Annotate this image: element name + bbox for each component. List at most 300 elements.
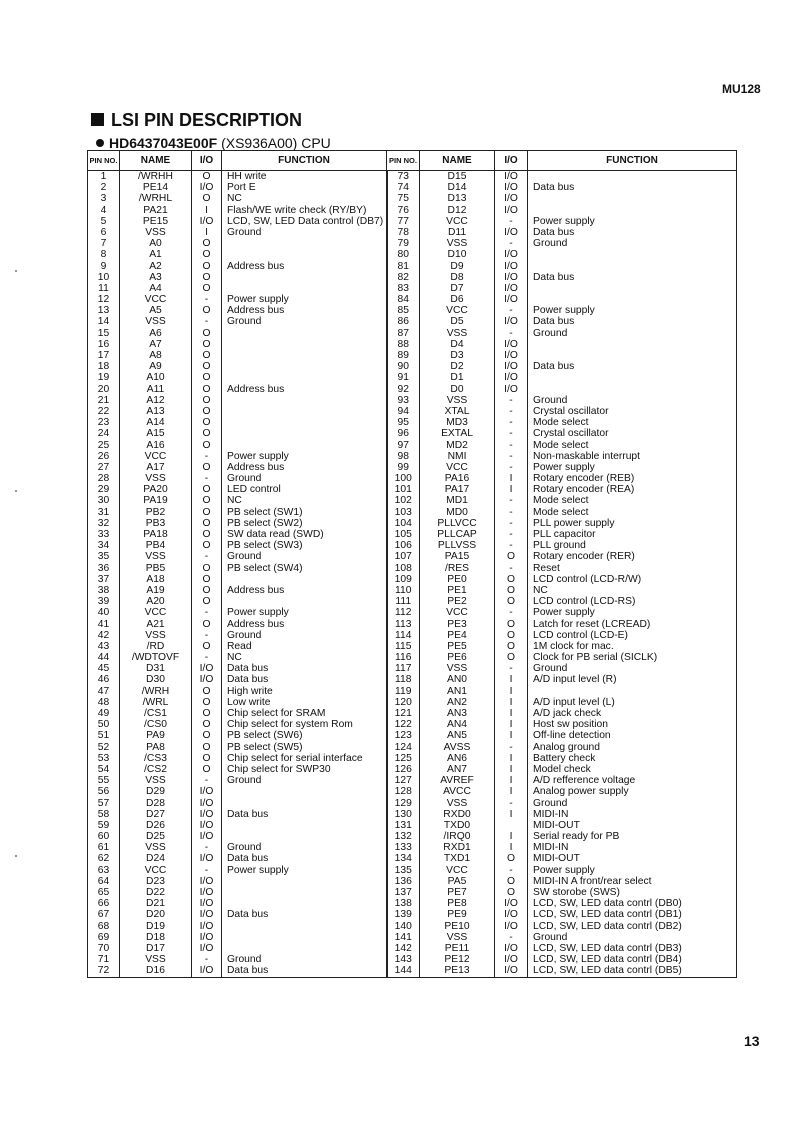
- left-name-cell: D19: [120, 921, 192, 932]
- left-pin-cell: 45: [88, 663, 120, 674]
- left-pin-cell: 13: [88, 305, 120, 316]
- left-name-cell: D22: [120, 887, 192, 898]
- table-row: [88, 316, 737, 327]
- right-name-cell: XTAL: [420, 406, 495, 417]
- left-io-cell: I/O: [192, 965, 222, 977]
- left-pin-cell: 26: [88, 451, 120, 462]
- left-name-cell: VSS: [120, 227, 192, 238]
- col-io-right: I/O: [495, 151, 528, 171]
- right-io-cell: -: [495, 865, 528, 876]
- left-pin-cell: 59: [88, 820, 120, 831]
- left-pin-cell: 21: [88, 395, 120, 406]
- left-function-cell: [222, 921, 387, 932]
- right-function-cell: Crystal oscillator: [528, 406, 737, 417]
- table-row: [88, 283, 737, 294]
- left-pin-cell: 44: [88, 652, 120, 663]
- right-io-cell: I/O: [495, 316, 528, 327]
- right-pin-cell: 111: [387, 596, 420, 607]
- right-pin-cell: 93: [387, 395, 420, 406]
- right-function-cell: A/D input level (R): [528, 674, 737, 685]
- right-name-cell: PA5: [420, 876, 495, 887]
- right-io-cell: -: [495, 417, 528, 428]
- left-name-cell: VCC: [120, 294, 192, 305]
- table-row: [88, 697, 737, 708]
- right-function-cell: MIDI-IN A front/rear select: [528, 876, 737, 887]
- right-io-cell: -: [495, 428, 528, 439]
- table-row: [88, 216, 737, 227]
- left-function-cell: [222, 339, 387, 350]
- table-row: [88, 350, 737, 361]
- right-io-cell: I: [495, 730, 528, 741]
- left-name-cell: A15: [120, 428, 192, 439]
- left-pin-cell: 10: [88, 272, 120, 283]
- right-pin-cell: 81: [387, 261, 420, 272]
- left-pin-cell: 17: [88, 350, 120, 361]
- right-pin-cell: 127: [387, 775, 420, 786]
- table-row: [88, 965, 737, 977]
- right-name-cell: PLLVCC: [420, 518, 495, 529]
- left-io-cell: O: [192, 697, 222, 708]
- left-io-cell: O: [192, 507, 222, 518]
- right-function-cell: Crystal oscillator: [528, 428, 737, 439]
- left-function-cell: Ground: [222, 775, 387, 786]
- right-pin-cell: 132: [387, 831, 420, 842]
- table-row: [88, 831, 737, 842]
- left-io-cell: O: [192, 193, 222, 204]
- left-pin-cell: 48: [88, 697, 120, 708]
- left-io-cell: O: [192, 686, 222, 697]
- left-function-cell: [222, 350, 387, 361]
- left-function-cell: [222, 372, 387, 383]
- col-name-left: NAME: [120, 151, 192, 171]
- left-pin-cell: 6: [88, 227, 120, 238]
- table-row: [88, 182, 737, 193]
- left-pin-cell: 11: [88, 283, 120, 294]
- right-function-cell: [528, 372, 737, 383]
- pin-table: [87, 150, 737, 978]
- left-pin-cell: 66: [88, 898, 120, 909]
- right-io-cell: O: [495, 641, 528, 652]
- table-header-row: [88, 151, 737, 171]
- right-name-cell: NMI: [420, 451, 495, 462]
- right-pin-cell: 106: [387, 540, 420, 551]
- right-function-cell: LCD, SW, LED data contrl (DB5): [528, 965, 737, 977]
- right-function-cell: PLL ground: [528, 540, 737, 551]
- left-pin-cell: 24: [88, 428, 120, 439]
- right-function-cell: Data bus: [528, 227, 737, 238]
- left-pin-cell: 4: [88, 205, 120, 216]
- left-name-cell: A19: [120, 585, 192, 596]
- right-io-cell: -: [495, 406, 528, 417]
- right-function-cell: [528, 261, 737, 272]
- left-name-cell: A4: [120, 283, 192, 294]
- left-name-cell: D25: [120, 831, 192, 842]
- right-name-cell: D7: [420, 283, 495, 294]
- right-function-cell: Clock for PB serial (SICLK): [528, 652, 737, 663]
- left-name-cell: PA9: [120, 730, 192, 741]
- right-pin-cell: 79: [387, 238, 420, 249]
- chip-subtitle: [96, 135, 331, 151]
- left-pin-cell: 56: [88, 786, 120, 797]
- left-name-cell: A10: [120, 372, 192, 383]
- right-name-cell: D12: [420, 205, 495, 216]
- right-io-cell: -: [495, 440, 528, 451]
- right-io-cell: O: [495, 551, 528, 562]
- right-name-cell: PE8: [420, 898, 495, 909]
- right-io-cell: I/O: [495, 272, 528, 283]
- right-name-cell: VCC: [420, 216, 495, 227]
- right-name-cell: D0: [420, 384, 495, 395]
- right-function-cell: MIDI-IN: [528, 842, 737, 853]
- right-io-cell: [495, 820, 528, 831]
- left-pin-cell: 35: [88, 551, 120, 562]
- page-number: 13: [744, 1033, 760, 1049]
- right-pin-cell: 144: [387, 965, 420, 977]
- right-name-cell: VSS: [420, 663, 495, 674]
- right-function-cell: Rotary encoder (REB): [528, 473, 737, 484]
- right-pin-cell: 86: [387, 316, 420, 327]
- right-pin-cell: 100: [387, 473, 420, 484]
- right-pin-cell: 115: [387, 641, 420, 652]
- right-function-cell: Off-line detection: [528, 730, 737, 741]
- right-name-cell: PA15: [420, 551, 495, 562]
- table-row: [88, 384, 737, 395]
- table-row: [88, 417, 737, 428]
- left-io-cell: O: [192, 529, 222, 540]
- right-pin-cell: 137: [387, 887, 420, 898]
- left-function-cell: Power supply: [222, 294, 387, 305]
- right-pin-cell: 99: [387, 462, 420, 473]
- right-pin-cell: 84: [387, 294, 420, 305]
- right-io-cell: -: [495, 238, 528, 249]
- left-io-cell: -: [192, 652, 222, 663]
- right-io-cell: I/O: [495, 965, 528, 977]
- left-function-cell: [222, 361, 387, 372]
- right-function-cell: LCD, SW, LED data contrl (DB3): [528, 943, 737, 954]
- left-io-cell: O: [192, 764, 222, 775]
- right-io-cell: -: [495, 462, 528, 473]
- left-function-cell: Address bus: [222, 585, 387, 596]
- right-function-cell: [528, 294, 737, 305]
- right-io-cell: I: [495, 753, 528, 764]
- left-function-cell: PB select (SW5): [222, 742, 387, 753]
- right-function-cell: [528, 249, 737, 260]
- left-io-cell: -: [192, 294, 222, 305]
- left-io-cell: O: [192, 574, 222, 585]
- left-io-cell: O: [192, 328, 222, 339]
- right-pin-cell: 108: [387, 563, 420, 574]
- left-function-cell: Power supply: [222, 607, 387, 618]
- left-pin-cell: 43: [88, 641, 120, 652]
- right-pin-cell: 110: [387, 585, 420, 596]
- left-io-cell: O: [192, 406, 222, 417]
- right-function-cell: Ground: [528, 932, 737, 943]
- right-io-cell: -: [495, 495, 528, 506]
- left-io-cell: I/O: [192, 809, 222, 820]
- table-row: [88, 305, 737, 316]
- right-pin-cell: 128: [387, 786, 420, 797]
- left-io-cell: O: [192, 261, 222, 272]
- left-pin-cell: 19: [88, 372, 120, 383]
- left-pin-cell: 70: [88, 943, 120, 954]
- left-function-cell: [222, 932, 387, 943]
- left-pin-cell: 53: [88, 753, 120, 764]
- right-name-cell: AN6: [420, 753, 495, 764]
- right-name-cell: VCC: [420, 607, 495, 618]
- right-io-cell: O: [495, 619, 528, 630]
- left-io-cell: -: [192, 954, 222, 965]
- right-pin-cell: 75: [387, 193, 420, 204]
- left-name-cell: VSS: [120, 630, 192, 641]
- right-name-cell: PE2: [420, 596, 495, 607]
- right-io-cell: -: [495, 563, 528, 574]
- left-name-cell: /WRH: [120, 686, 192, 697]
- left-function-cell: Chip select for SWP30: [222, 764, 387, 775]
- left-function-cell: [222, 395, 387, 406]
- left-function-cell: NC: [222, 495, 387, 506]
- right-function-cell: Rotary encoder (RER): [528, 551, 737, 562]
- right-function-cell: Data bus: [528, 182, 737, 193]
- right-pin-cell: 136: [387, 876, 420, 887]
- right-pin-cell: 142: [387, 943, 420, 954]
- left-io-cell: -: [192, 551, 222, 562]
- left-name-cell: D17: [120, 943, 192, 954]
- right-io-cell: -: [495, 607, 528, 618]
- left-function-cell: [222, 898, 387, 909]
- right-name-cell: PA17: [420, 484, 495, 495]
- right-function-cell: Power supply: [528, 462, 737, 473]
- right-name-cell: D6: [420, 294, 495, 305]
- right-function-cell: Power supply: [528, 216, 737, 227]
- right-pin-cell: 85: [387, 305, 420, 316]
- left-function-cell: HH write: [222, 171, 387, 183]
- col-pin-left: PIN NO.: [88, 151, 120, 171]
- table-row: [88, 406, 737, 417]
- left-io-cell: O: [192, 339, 222, 350]
- left-io-cell: I/O: [192, 932, 222, 943]
- right-function-cell: LCD, SW, LED data contrl (DB0): [528, 898, 737, 909]
- right-pin-cell: 103: [387, 507, 420, 518]
- left-name-cell: A18: [120, 574, 192, 585]
- right-name-cell: PA16: [420, 473, 495, 484]
- left-pin-cell: 71: [88, 954, 120, 965]
- left-io-cell: I/O: [192, 909, 222, 920]
- table-row: [88, 719, 737, 730]
- right-name-cell: AN3: [420, 708, 495, 719]
- left-name-cell: A13: [120, 406, 192, 417]
- col-name-right: NAME: [420, 151, 495, 171]
- left-function-cell: Ground: [222, 630, 387, 641]
- table-row: [88, 619, 737, 630]
- right-io-cell: O: [495, 652, 528, 663]
- right-pin-cell: 87: [387, 328, 420, 339]
- right-function-cell: SW storobe (SWS): [528, 887, 737, 898]
- right-io-cell: -: [495, 540, 528, 551]
- scan-speck: [15, 270, 17, 272]
- right-io-cell: O: [495, 585, 528, 596]
- left-function-cell: [222, 798, 387, 809]
- left-function-cell: Ground: [222, 316, 387, 327]
- left-pin-cell: 27: [88, 462, 120, 473]
- right-function-cell: Ground: [528, 798, 737, 809]
- right-pin-cell: 73: [387, 171, 420, 183]
- left-io-cell: O: [192, 171, 222, 183]
- table-row: [88, 585, 737, 596]
- right-pin-cell: 105: [387, 529, 420, 540]
- right-pin-cell: 112: [387, 607, 420, 618]
- left-pin-cell: 52: [88, 742, 120, 753]
- left-function-cell: LED control: [222, 484, 387, 495]
- right-name-cell: AVCC: [420, 786, 495, 797]
- table-row: [88, 708, 737, 719]
- right-pin-cell: 141: [387, 932, 420, 943]
- left-pin-cell: 34: [88, 540, 120, 551]
- table-row: [88, 294, 737, 305]
- left-name-cell: PA21: [120, 205, 192, 216]
- scan-speck: [15, 855, 17, 857]
- right-io-cell: O: [495, 630, 528, 641]
- right-io-cell: I: [495, 831, 528, 842]
- left-name-cell: A20: [120, 596, 192, 607]
- right-pin-cell: 101: [387, 484, 420, 495]
- left-function-cell: [222, 283, 387, 294]
- left-io-cell: I/O: [192, 182, 222, 193]
- right-function-cell: [528, 193, 737, 204]
- right-name-cell: PE10: [420, 921, 495, 932]
- right-name-cell: MD1: [420, 495, 495, 506]
- table-row: [88, 462, 737, 473]
- left-name-cell: A9: [120, 361, 192, 372]
- right-io-cell: I: [495, 473, 528, 484]
- left-pin-cell: 37: [88, 574, 120, 585]
- right-name-cell: D10: [420, 249, 495, 260]
- left-name-cell: /WRHH: [120, 171, 192, 183]
- left-name-cell: VCC: [120, 451, 192, 462]
- left-io-cell: I/O: [192, 786, 222, 797]
- right-io-cell: I/O: [495, 227, 528, 238]
- left-pin-cell: 33: [88, 529, 120, 540]
- left-function-cell: Read: [222, 641, 387, 652]
- left-function-cell: [222, 820, 387, 831]
- right-name-cell: AVREF: [420, 775, 495, 786]
- right-name-cell: AN7: [420, 764, 495, 775]
- left-name-cell: PA19: [120, 495, 192, 506]
- right-io-cell: O: [495, 853, 528, 864]
- right-function-cell: [528, 350, 737, 361]
- left-io-cell: O: [192, 753, 222, 764]
- left-function-cell: Ground: [222, 227, 387, 238]
- right-name-cell: PE13: [420, 965, 495, 977]
- left-function-cell: Ground: [222, 473, 387, 484]
- right-io-cell: I/O: [495, 283, 528, 294]
- right-pin-cell: 130: [387, 809, 420, 820]
- left-name-cell: A14: [120, 417, 192, 428]
- right-name-cell: /RES: [420, 563, 495, 574]
- col-pin-right: PIN NO.: [387, 151, 420, 171]
- table-row: [88, 328, 737, 339]
- left-pin-cell: 62: [88, 853, 120, 864]
- right-function-cell: LCD, SW, LED data contrl (DB4): [528, 954, 737, 965]
- right-name-cell: PE1: [420, 585, 495, 596]
- left-io-cell: -: [192, 451, 222, 462]
- right-pin-cell: 89: [387, 350, 420, 361]
- left-name-cell: A16: [120, 440, 192, 451]
- left-io-cell: I/O: [192, 798, 222, 809]
- right-name-cell: D3: [420, 350, 495, 361]
- table-row: [88, 171, 737, 183]
- left-pin-cell: 39: [88, 596, 120, 607]
- left-function-cell: Data bus: [222, 965, 387, 977]
- table-row: [88, 652, 737, 663]
- left-name-cell: A2: [120, 261, 192, 272]
- right-function-cell: Data bus: [528, 316, 737, 327]
- right-io-cell: I: [495, 842, 528, 853]
- table-row: [88, 809, 737, 820]
- left-pin-cell: 63: [88, 865, 120, 876]
- left-pin-cell: 1: [88, 171, 120, 183]
- right-name-cell: D2: [420, 361, 495, 372]
- right-io-cell: O: [495, 876, 528, 887]
- right-io-cell: -: [495, 798, 528, 809]
- left-io-cell: O: [192, 484, 222, 495]
- right-function-cell: NC: [528, 585, 737, 596]
- left-pin-cell: 3: [88, 193, 120, 204]
- left-function-cell: [222, 943, 387, 954]
- left-name-cell: A8: [120, 350, 192, 361]
- left-function-cell: Power supply: [222, 865, 387, 876]
- right-io-cell: -: [495, 216, 528, 227]
- right-function-cell: Ground: [528, 395, 737, 406]
- right-io-cell: -: [495, 328, 528, 339]
- left-name-cell: VCC: [120, 607, 192, 618]
- left-name-cell: D23: [120, 876, 192, 887]
- left-io-cell: -: [192, 607, 222, 618]
- right-io-cell: I: [495, 708, 528, 719]
- right-function-cell: A/D jack check: [528, 708, 737, 719]
- left-pin-cell: 23: [88, 417, 120, 428]
- right-pin-cell: 122: [387, 719, 420, 730]
- left-pin-cell: 9: [88, 261, 120, 272]
- right-name-cell: RXD1: [420, 842, 495, 853]
- left-io-cell: O: [192, 372, 222, 383]
- left-io-cell: O: [192, 563, 222, 574]
- left-pin-cell: 8: [88, 249, 120, 260]
- table-row: [88, 372, 737, 383]
- left-function-cell: High write: [222, 686, 387, 697]
- left-pin-cell: 50: [88, 719, 120, 730]
- right-name-cell: /IRQ0: [420, 831, 495, 842]
- left-function-cell: SW data read (SWD): [222, 529, 387, 540]
- right-io-cell: I: [495, 484, 528, 495]
- left-function-cell: Chip select for system Rom: [222, 719, 387, 730]
- left-pin-cell: 32: [88, 518, 120, 529]
- right-pin-cell: 133: [387, 842, 420, 853]
- right-io-cell: -: [495, 395, 528, 406]
- left-name-cell: VSS: [120, 775, 192, 786]
- right-function-cell: [528, 686, 737, 697]
- right-pin-cell: 119: [387, 686, 420, 697]
- right-name-cell: D15: [420, 171, 495, 183]
- right-function-cell: LCD control (LCD-R/W): [528, 574, 737, 585]
- left-pin-cell: 15: [88, 328, 120, 339]
- right-io-cell: I/O: [495, 261, 528, 272]
- right-pin-cell: 74: [387, 182, 420, 193]
- table-row: [88, 540, 737, 551]
- right-function-cell: Latch for reset (LCREAD): [528, 619, 737, 630]
- right-name-cell: D14: [420, 182, 495, 193]
- right-io-cell: I/O: [495, 898, 528, 909]
- right-pin-cell: 83: [387, 283, 420, 294]
